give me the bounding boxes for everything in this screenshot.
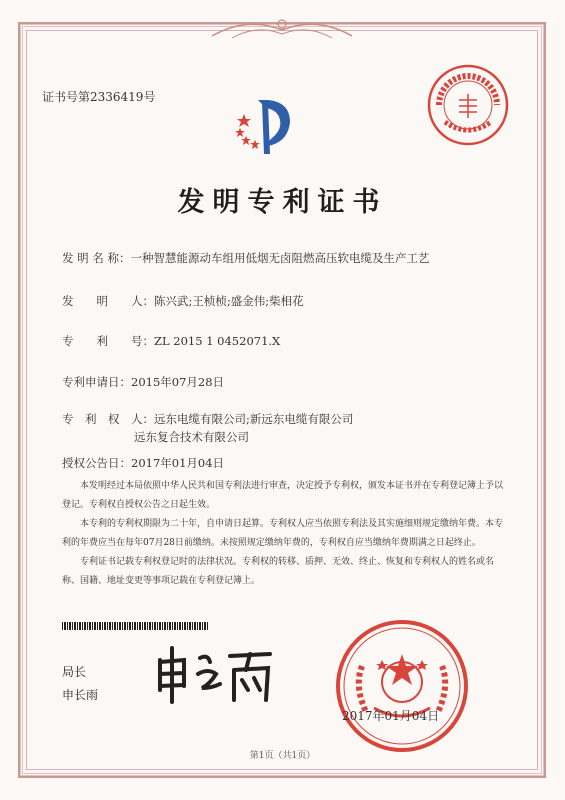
director-title: 局长 (62, 665, 87, 679)
director-signature-icon (150, 640, 280, 710)
patent-office-logo-icon (228, 92, 298, 162)
national-ip-office-seal-icon (332, 616, 472, 756)
invention-name-row (62, 250, 429, 266)
patentee-row (62, 411, 353, 427)
patentee-row-2 (134, 429, 249, 445)
patentee-line-2: 远东复合技术有限公司 (134, 430, 249, 444)
certificate-body (62, 477, 508, 591)
filing-date-label: 专利申请日： (62, 375, 131, 389)
top-ornament-icon (212, 14, 352, 44)
body-paragraph: 本发明经过本局依照中华人民共和国专利法进行审查，决定授予专利权，颁发本证书并在专利登记簿上予以登记。专利权自授权公告之日起生效。 (62, 481, 504, 510)
body-paragraph: 专利证书记载专利权登记时的法律状况。专利权的转移、质押、无效、终止、恢复和专利权人的姓名或名称、国籍、地址变更等事项记载在专利登记簿上。 (62, 557, 495, 586)
invention-name: 一种智慧能源动车组用低烟无卤阻燃高压软电缆及生产工艺 (130, 251, 430, 265)
seal-date: 2017年01月04日 (342, 709, 440, 723)
grant-date-row (62, 455, 224, 471)
certificate-number: 证书号第2336419号 (42, 90, 156, 104)
inventor-label: 发 明 人： (62, 294, 154, 308)
grant-date: 2017年01月04日 (131, 456, 225, 470)
certificate-title: 发明专利证书 (177, 187, 388, 218)
inventor-row (62, 293, 304, 309)
page-number: 第1页（共1页） (249, 751, 316, 761)
filing-date-row (62, 374, 224, 390)
inventors: 陈兴武;王桢桢;盛金伟;柴相花 (154, 294, 304, 308)
body-paragraph: 本专利的专利权期限为二十年，自申请日起算。专利权人应当依照专利法及其实施细则规定缴纳年费。本专利的年费应当在每年07月28日前缴纳。未按照规定缴纳年费的，专利权自应当缴纳年费期满之日起终止。 (62, 519, 504, 548)
patent-number: ZL 2015 1 0452071.X (154, 334, 281, 348)
filing-date: 2015年07月28日 (131, 375, 225, 389)
invention-name-label: 发 明 名 称： (62, 251, 131, 265)
director-name: 申长雨 (62, 688, 99, 702)
patent-number-row (62, 333, 280, 349)
patent-number-label: 专 利 号： (62, 334, 154, 348)
barcode (62, 622, 208, 630)
printing-seal-icon (425, 62, 511, 148)
patentee-line-1: 远东电缆有限公司;新远东电缆有限公司 (154, 412, 354, 426)
patentee-label: 专 利 权 人： (62, 412, 154, 426)
grant-date-label: 授权公告日： (62, 456, 131, 470)
